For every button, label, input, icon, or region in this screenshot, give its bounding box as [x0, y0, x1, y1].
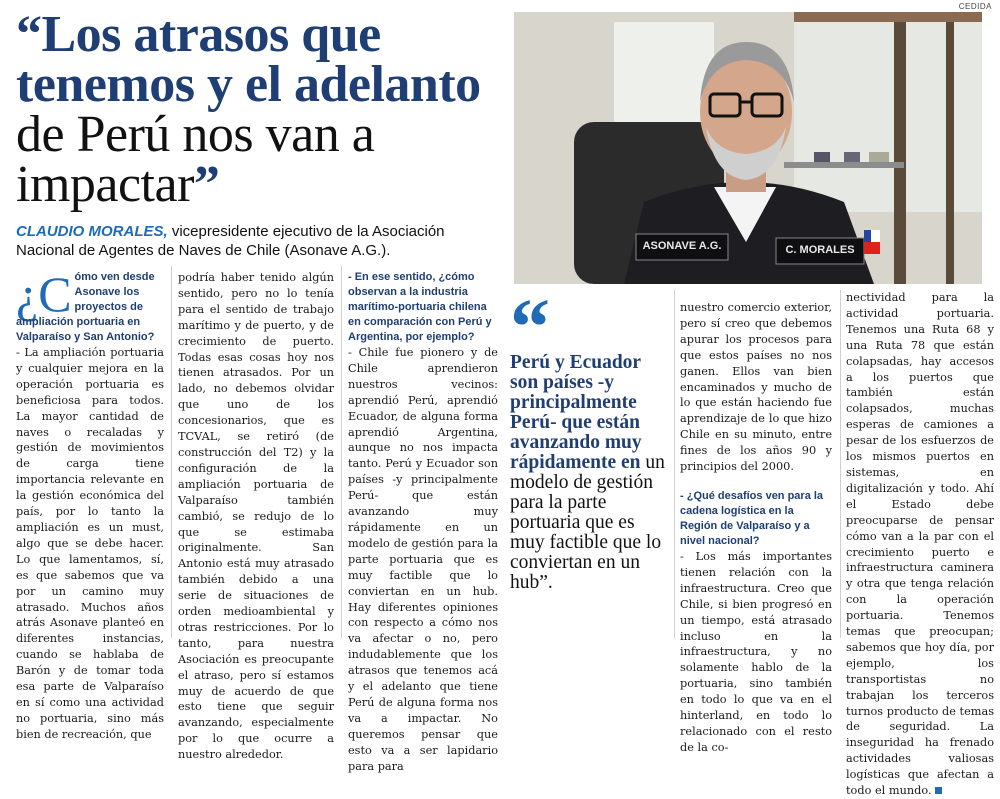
question-1: ómo ven desde Asonave los proyectos de ampliación portuaria en Valparaíso y San Antonio? [16, 271, 155, 343]
answer-3: - Los más importantes tienen relación con la infraestructura. Creo que Chile, si bien progresó en un tiempo, está atrasado incluso en la infraestructura, y no solamente hablo de la portuaria, sino también en todo lo que va en el hinterland, en todo lo relacionado con el resto de la co- [680, 549, 832, 754]
column-4 [680, 300, 832, 756]
column-divider [674, 290, 675, 638]
question-2: - En ese sentido, ¿cómo observan a la industria marítimo-portuaria chilena en comparación con Perú y Argentina, por ejemplo? [348, 271, 492, 343]
answer-2: - Chile fue pionero y de Chile aprendieron nuestros vecinos: aprendió Perú, aprendió Ecuador, de alguna forma aprendió Argentina, aunque no nos impacta tanto. Perú y Ecuador son países -y principalmente Perú- que están avanzando muy rápidamente en un modelo de gestión para la parte portuaria que es muy factible que lo conviertan en un hub. Hay diferentes opiniones con respecto a cómo nos va afectar o no, pero indudablemente que los atrasos que tenemos acá y el adelanto que tiene Perú de alguna forma nos va a impactar. No queremos pensar que esto va a ser lapidario para para [348, 346, 498, 773]
quote-mark-icon: “ [510, 284, 550, 372]
question-3: - ¿Qué desafíos ven para la cadena logística en la Región de Valparaíso y a nivel nacional? [680, 489, 824, 547]
headline [16, 6, 506, 213]
photo-credit: CEDIDA [958, 2, 992, 11]
column-divider [341, 266, 342, 638]
portrait-illustration [514, 12, 982, 284]
patch-right-label: C. MORALES [785, 244, 855, 256]
headline-open-quote: “ [16, 6, 42, 63]
answer-3-continued: nectividad para la actividad portuaria. Tenemos una Ruta 68 y una Ruta 78 que están colapsadas, hay accesos a los puertos que también están colapsados, muchas esperas de camiones a pesar de los esfuerzos de los mismos puertos en sistemas, en digitalización y todo. Ahí el Estado debe preocuparse de pensar cómo van a la par con el crecimiento puerto e infraestructura caminera y otra que tenga relación con la operación portuaria. Tenemos temas que preocupan; sabemos que hoy día, por ejemplo, los transportistas no trabajan los terceros turnos producto de temas de seguridad. La inseguridad ha frenado actividades valiosas logísticas que afectan a todo el mundo. [846, 291, 994, 798]
column-divider [840, 290, 841, 638]
column-1 [16, 266, 164, 743]
column-5 [846, 290, 994, 799]
drop-letter: ¿C [16, 266, 72, 322]
portrait-photo [514, 12, 982, 284]
byline-name: CLAUDIO MORALES, [16, 223, 168, 240]
column-divider [171, 266, 172, 638]
column-3 [348, 270, 498, 774]
pull-quote-bold: Perú y Ecuador son países -y principalmente Perú- que están avanzando muy rápidamente en [510, 352, 642, 473]
patch-left-label: ASONAVE A.G. [642, 240, 722, 252]
answer-2-continued: nuestro comercio exterior, pero sí creo que debemos apurar los procesos para que estos países no nos ganen. Ellos van bien encaminados y mucho de lo que están haciendo fue aprendizaje de lo que hizo Chile en su minuto, entre fines de los años 90 y principios del 2000. [680, 301, 832, 474]
byline [16, 222, 506, 260]
byline-title: vicepresidente ejecutivo de la Asociación Nacional de Agentes de Naves de Chile (Asonave A.G.). [16, 223, 445, 259]
answer-1: - La ampliación portuaria y cualquier mejora en la operación portuaria es beneficiosa para todos. La mayor cantidad de naves o recaladas y gestión de movimientos de carga tiene importancia relevante en la gestión económica del país, por lo tanto la ampliación es un must, algo que se debe hacer. Lo que lamentamos, sí, es que sabemos que va por un camino muy atrasado. Muchos años atrás Asonave planteó en diferentes instancias, cuando se hablaba de Barón y de tomar toda esa parte de Valparaíso en sí como una actividad no portuaria, sino más bien de recreación, que [16, 346, 164, 741]
pull-quote [510, 284, 670, 593]
answer-1-continued: podría haber tenido algún sentido, pero no lo tenía para el sentido de trabajo marítimo y de puerto, y de crecimiento de puerto. Todas esas cosas hoy nos tienen atrasados. Por un lado, no debemos olvidar que uno de los concesionarios, que es TCVAL, se retiró (de construcción del T2) y la configuración de la ampliación portuaria de Valparaíso también cambió, se redujo de lo que se estimaba originalmente. San Antonio está muy atrasado también debido a una serie de situaciones de orden medioambiental y otras restricciones. Por lo tanto, para nuestra Asociación es preocupante el atraso, pero sí estamos muy de acuerdo de que esto tiene que seguir avanzando, especialmente por lo que ocurre a nuestro alrededor. [178, 271, 334, 762]
headline-close-quote: ” [193, 156, 220, 213]
end-mark-icon [935, 787, 942, 794]
pull-quote-light: un modelo de gestión para la parte portuaria que es muy factible que lo conviertan en un hub”. [510, 452, 665, 593]
headline-light-part: de Perú nos van a impactar [16, 106, 375, 213]
headline-bold-part: Los atrasos que tenemos y el adelanto [16, 6, 481, 113]
column-2 [178, 270, 334, 763]
